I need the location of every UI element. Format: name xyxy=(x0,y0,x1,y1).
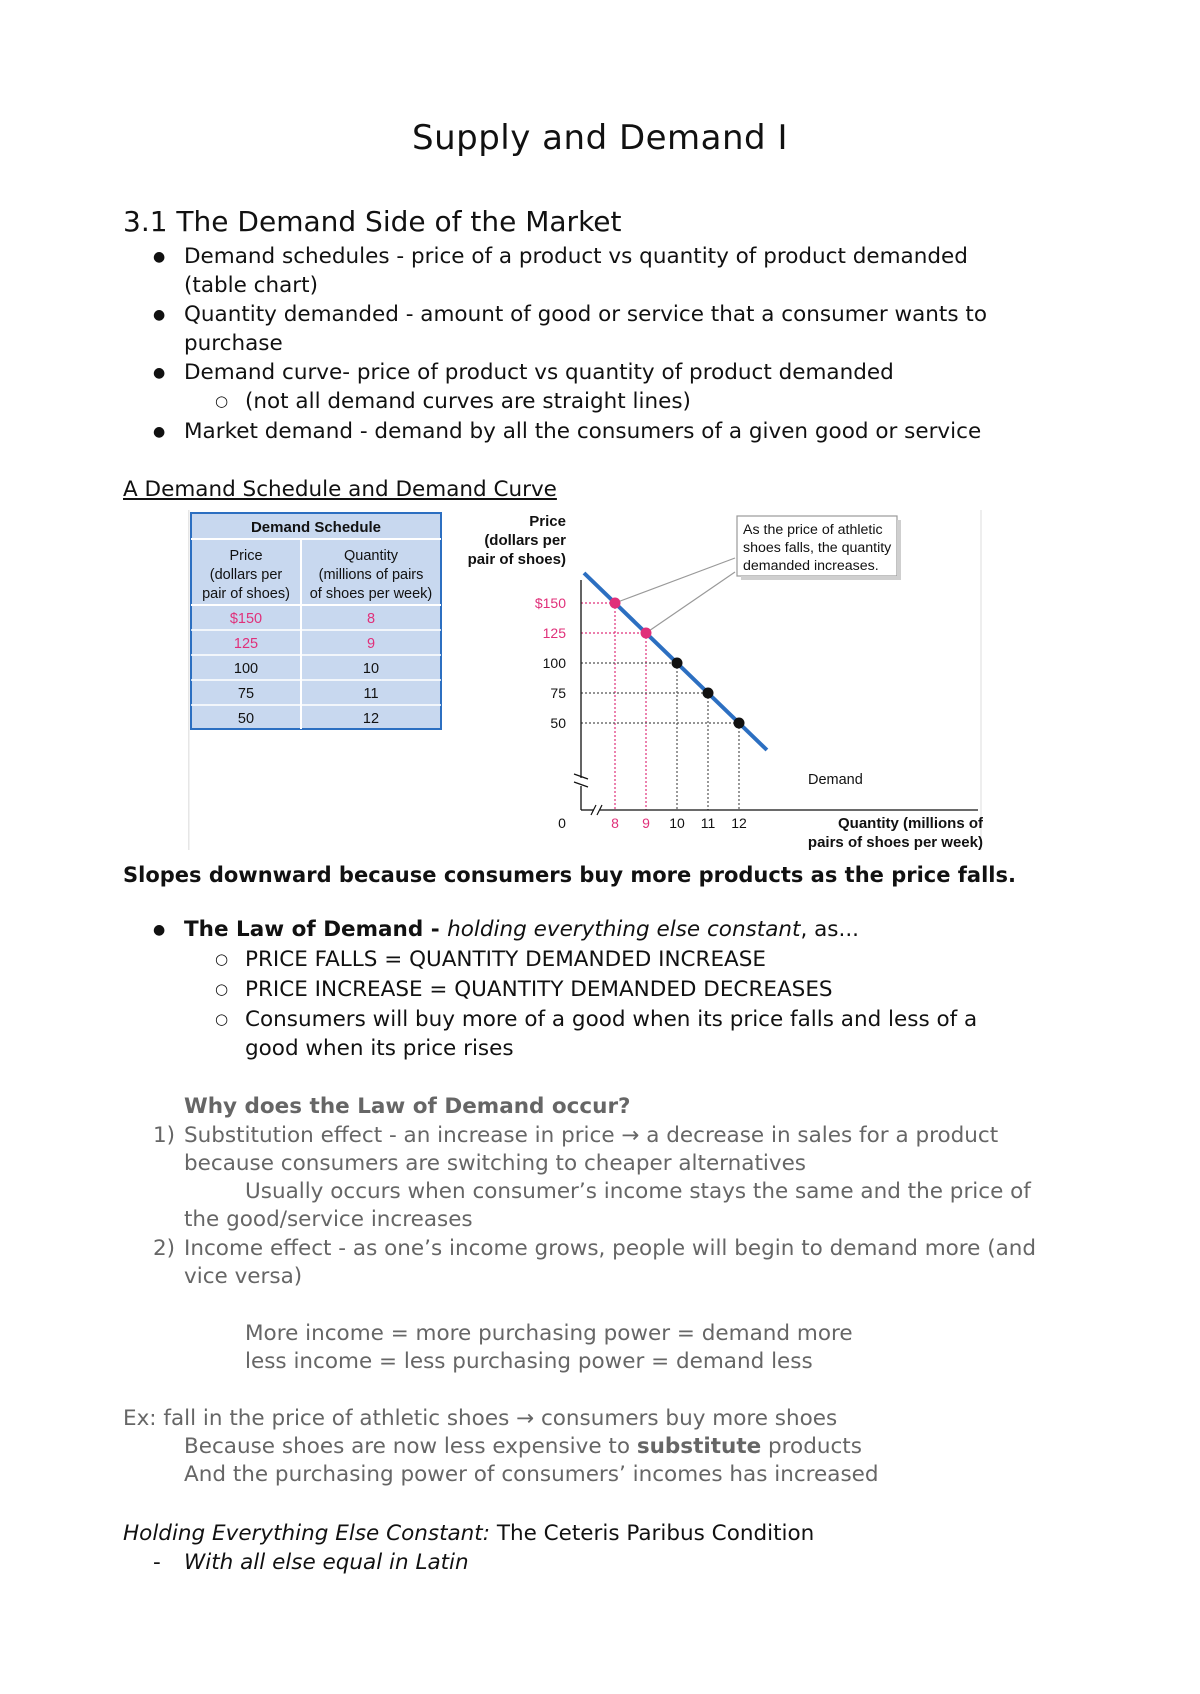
sub-bullet-text: PRICE FALLS = QUANTITY DEMANDED INCREASE xyxy=(245,947,766,972)
sub-bullet-text: good when its price rises xyxy=(245,1036,514,1061)
y-tick-label: 100 xyxy=(542,655,566,671)
table-cell-quantity: 12 xyxy=(362,711,380,727)
data-point xyxy=(610,598,621,609)
table-header-price: pair of shoes) xyxy=(202,586,290,602)
y-tick-label: $150 xyxy=(534,595,566,611)
data-point xyxy=(641,628,652,639)
list-item-text: vice versa) xyxy=(184,1264,303,1289)
figure-heading: A Demand Schedule and Demand Curve xyxy=(123,477,557,502)
y-tick-label: 50 xyxy=(550,715,566,731)
table-cell-price: 50 xyxy=(237,711,255,727)
data-point xyxy=(672,658,683,669)
bullet-marker: ● xyxy=(153,424,166,440)
x-tick-label: 8 xyxy=(611,815,619,831)
table-cell-quantity: 9 xyxy=(366,636,376,652)
table-title: Demand Schedule xyxy=(250,519,382,536)
law-rest: , as... xyxy=(800,917,859,942)
demand-schedule-table xyxy=(191,513,441,729)
bullet-text: (table chart) xyxy=(184,273,318,298)
sub-bullet-text: Consumers will buy more of a good when its price falls and less of a xyxy=(245,1007,978,1032)
law-label: The Law of Demand - xyxy=(184,917,448,942)
law-italic: holding everything else constant xyxy=(447,917,801,942)
ceteris-heading xyxy=(123,1520,814,1548)
table-cell-quantity: 10 xyxy=(362,661,380,677)
y-tick-label: 75 xyxy=(550,685,566,701)
sub-bullet-marker: ○ xyxy=(215,1010,229,1028)
list-item-text: Income effect - as one’s income grows, people will begin to demand more (and xyxy=(184,1236,1037,1261)
table-header-price: Price xyxy=(229,548,263,564)
table-header-quantity: of shoes per week) xyxy=(309,586,433,602)
x-tick-label: 9 xyxy=(642,815,650,831)
section-heading: 3.1 The Demand Side of the Market xyxy=(123,205,622,238)
list-number: 1) xyxy=(153,1123,176,1148)
y-axis-label: (dollars per xyxy=(484,532,566,549)
page-title: Supply and Demand I xyxy=(412,118,788,158)
example-line: Ex: fall in the price of athletic shoes → consumers buy more shoes xyxy=(123,1406,838,1431)
example-line xyxy=(184,1433,862,1461)
table-header-price: (dollars per xyxy=(209,567,283,583)
bullet-text: Market demand - demand by all the consumers of a given good or service xyxy=(184,419,982,444)
sub-bullet-marker: ○ xyxy=(215,950,229,968)
x-axis-label: pairs of shoes per week) xyxy=(807,834,983,850)
sub-bullet-marker: ○ xyxy=(215,392,229,410)
equation-line: less income = less purchasing power = demand less xyxy=(245,1349,813,1374)
sub-bullet-text: (not all demand curves are straight lines) xyxy=(245,389,691,414)
sub-bullet-text: PRICE INCREASE = QUANTITY DEMANDED DECREASES xyxy=(245,977,833,1002)
list-item-text: Substitution effect - an increase in price → a decrease in sales for a product xyxy=(184,1123,999,1148)
why-question: Why does the Law of Demand occur? xyxy=(184,1094,631,1119)
bullet-text: purchase xyxy=(184,331,283,356)
bullet-text: Quantity demanded - amount of good or service that a consumer wants to xyxy=(184,302,987,327)
y-axis-label: Price xyxy=(529,513,566,530)
list-item-text: because consumers are switching to cheaper alternatives xyxy=(184,1151,806,1176)
slope-note: Slopes downward because consumers buy more products as the price falls. xyxy=(123,863,1016,887)
example-text: products xyxy=(761,1434,862,1459)
bullet-marker: ● xyxy=(153,365,166,381)
origin-label: 0 xyxy=(558,815,566,831)
equation-line: More income = more purchasing power = demand more xyxy=(245,1321,853,1346)
x-tick-label: 11 xyxy=(700,815,716,831)
table-cell-price: $150 xyxy=(229,611,263,627)
list-number: 2) xyxy=(153,1236,176,1261)
bullet-marker: ● xyxy=(153,307,166,323)
x-axis-label: Quantity (millions of xyxy=(838,815,983,832)
data-point xyxy=(734,718,745,729)
annotation-box-shadow xyxy=(741,576,901,580)
y-axis-label: pair of shoes) xyxy=(467,551,566,568)
demand-curve-label: Demand xyxy=(808,772,863,788)
dash-marker: - xyxy=(153,1550,161,1575)
data-point xyxy=(703,688,714,699)
table-border xyxy=(191,513,441,729)
bullet-marker: ● xyxy=(153,922,166,938)
example-bold: substitute xyxy=(636,1434,762,1459)
bullet-marker: ● xyxy=(153,249,166,265)
annotation-text: As the price of athletic xyxy=(743,522,883,538)
table-cell-price: 100 xyxy=(233,661,259,677)
list-item-text: Usually occurs when consumer’s income stays the same and the price of xyxy=(245,1179,1031,1204)
annotation-text: shoes falls, the quantity xyxy=(743,540,892,556)
table-cell-quantity: 8 xyxy=(366,611,376,627)
example-line: And the purchasing power of consumers’ incomes has increased xyxy=(184,1462,879,1487)
bullet-text: Demand schedules - price of a product vs quantity of product demanded xyxy=(184,244,968,269)
annotation-text: demanded increases. xyxy=(743,558,879,574)
table-cell-price: 125 xyxy=(233,636,259,652)
law-of-demand-line xyxy=(184,916,859,944)
ceteris-italic: Holding Everything Else Constant: xyxy=(123,1521,490,1546)
sub-bullet-marker: ○ xyxy=(215,980,229,998)
x-tick-label: 10 xyxy=(669,815,685,831)
y-tick-label: 125 xyxy=(542,625,566,641)
list-item-text: the good/service increases xyxy=(184,1207,473,1232)
example-text: Because shoes are now less expensive to xyxy=(184,1434,637,1459)
ceteris-sub: With all else equal in Latin xyxy=(184,1550,469,1575)
bullet-text: Demand curve- price of product vs quantity of product demanded xyxy=(184,360,894,385)
table-header-quantity: (millions of pairs xyxy=(318,567,424,583)
table-header-quantity: Quantity xyxy=(344,548,398,564)
ceteris-rest: The Ceteris Paribus Condition xyxy=(489,1521,815,1546)
table-cell-price: 75 xyxy=(237,686,255,702)
demand-figure xyxy=(188,510,983,850)
annotation-box-shadow xyxy=(897,520,901,580)
table-cell-quantity: 11 xyxy=(363,686,379,702)
x-tick-label: 12 xyxy=(731,815,747,831)
